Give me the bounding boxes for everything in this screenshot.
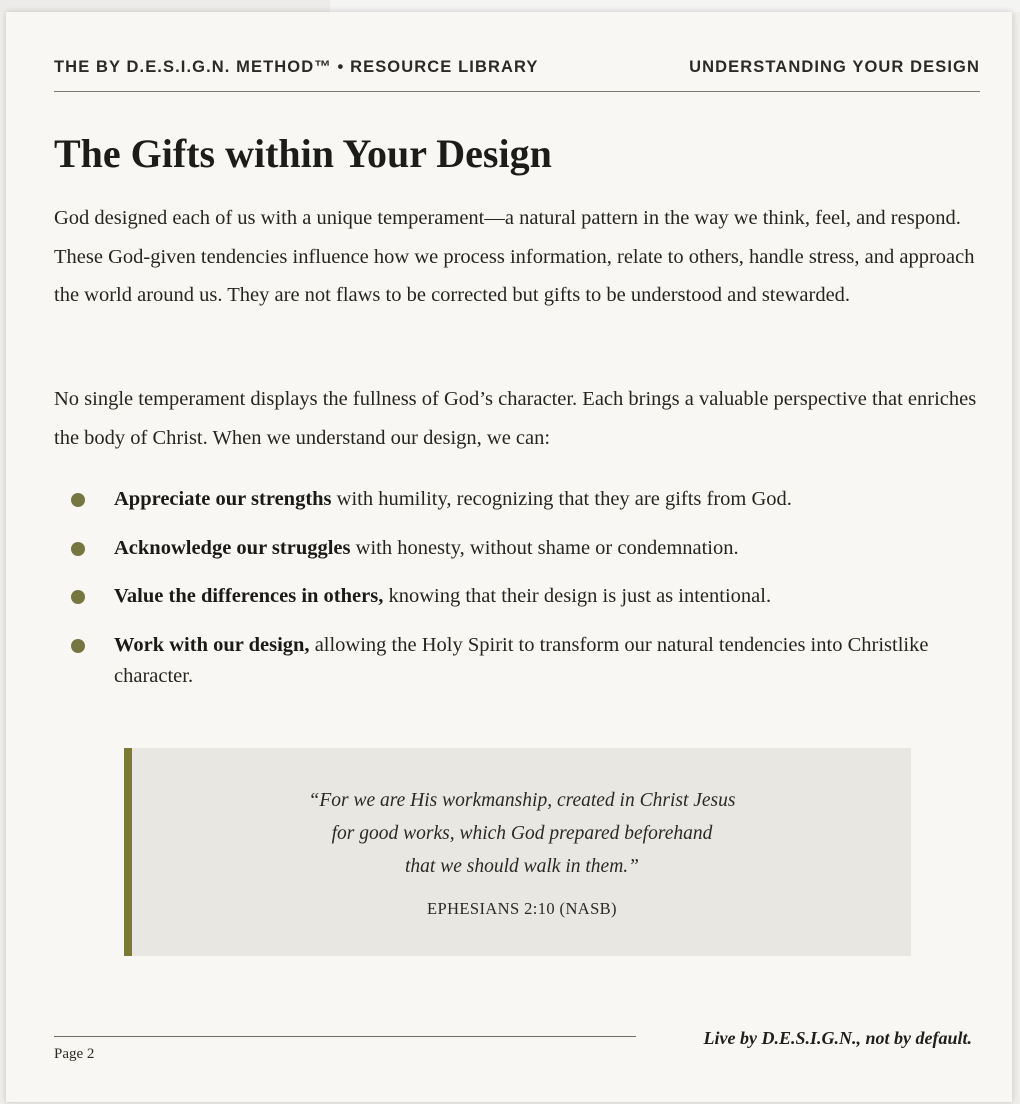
list-item <box>54 484 984 515</box>
window-top-strip <box>0 0 1020 12</box>
list-item-bold: Appreciate our strengths <box>114 488 332 510</box>
second-paragraph: No single temperament displays the fullness of God’s character. Each brings a valuable perspective that enriches the body of Christ. When we understand our design, we can: <box>54 388 977 449</box>
list-item-bold: Acknowledge our struggles <box>114 536 351 559</box>
header-right-label: UNDERSTANDING YOUR DESIGN <box>689 58 980 76</box>
quote-text <box>132 784 912 883</box>
bullet-icon <box>71 639 85 653</box>
list-item-text: with humility, recognizing that they are gifts from God. <box>331 488 792 510</box>
header-divider <box>54 91 980 92</box>
list-item-text: knowing that their design is just as intentional. <box>383 585 772 607</box>
list-item <box>54 533 984 564</box>
intro-paragraph: God designed each of us with a unique temperament—a natural pattern in the way we think, feel, and respond. These God-given tendencies influence how we process information, relate to others, handle stress, and approach the world around us. They are not flaws to be corrected but gifts to be understood and stewarded. <box>54 207 975 306</box>
list-item-text: allowing the Holy Spirit to transform our natural tendencies into Christlike character. <box>114 633 929 687</box>
header-left-label: THE BY D.E.S.I.G.N. METHOD™ • RESOURCE LIBRARY <box>54 58 539 76</box>
scripture-quote <box>124 748 911 956</box>
running-header <box>54 56 980 82</box>
list-item-bold: Work with our design, <box>114 633 310 656</box>
footer-tagline: Live by D.E.S.I.G.N., not by default. <box>703 1028 972 1048</box>
page-number: Page 2 <box>54 1046 95 1062</box>
quote-reference: EPHESIANS 2:10 (NASB) <box>427 899 617 918</box>
list-item <box>54 581 984 612</box>
footer-divider <box>54 1036 636 1037</box>
document-page <box>6 12 1012 1102</box>
quote-line: that we should walk in them.” <box>405 856 639 877</box>
page-title: The Gifts within Your Design <box>54 131 552 176</box>
quote-line: for good works, which God prepared beforehand <box>331 823 713 844</box>
benefits-list <box>54 484 984 709</box>
list-item-bold: Value the differences in others, <box>114 585 384 607</box>
bullet-icon <box>71 493 85 507</box>
bullet-icon <box>71 542 85 556</box>
bullet-icon <box>71 590 85 604</box>
list-item-text: with honesty, without shame or condemnation. <box>350 536 739 559</box>
list-item <box>54 630 984 692</box>
quote-line: “For we are His workmanship, created in Christ Jesus <box>308 790 736 811</box>
window-top-strip-light <box>330 0 1020 12</box>
